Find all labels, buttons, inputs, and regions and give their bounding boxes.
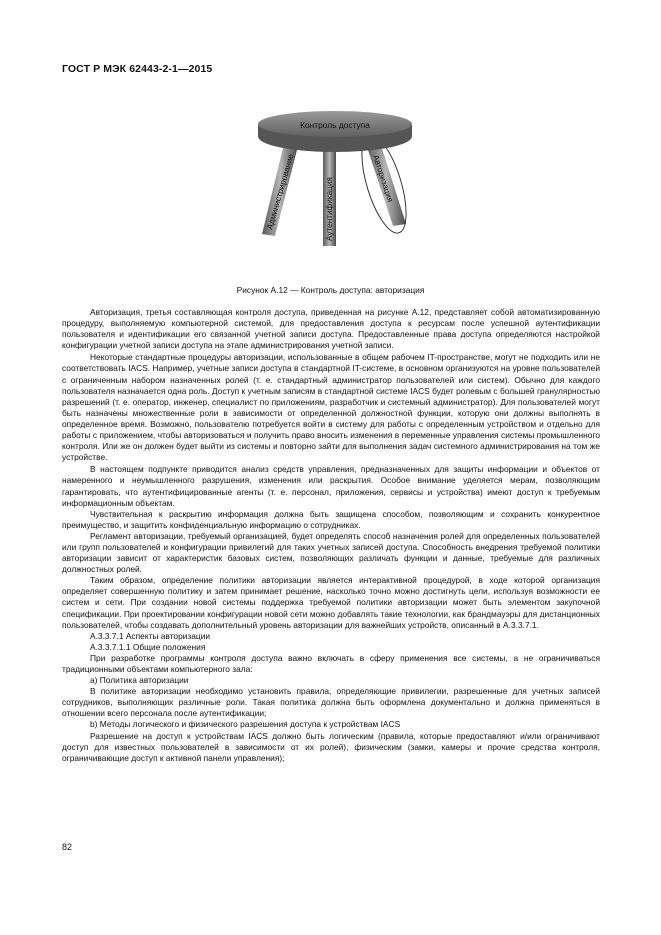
paragraph: Регламент авторизации, требуемый организацией, будет определять способ назначения ролей для определенных пользователей или групп пользователей и конфигурации привилегий для таких учетных записей доступа. Способность внедрения требуемой политики авторизации зависит от характеристик базовых систем, позволяющих различать функции и данные, требуемые для различных должностных ролей.: [62, 530, 600, 575]
section-heading: А.3.3.7.1.1 Общие положения: [90, 641, 206, 652]
page-number: 82: [62, 842, 73, 852]
paragraph: В настоящем подпункте приводится анализ средств управления, предназначенных для защиты информации и объектов от намеренного и неумышленного разрушения, изменения или раскрытия. Особое внимание уделяется мерам, позволяющим гарантировать, что аутентифицированные агенты (т. е. персонал, приложения, сервисы и устройства) имеют доступ к требуемым информационным объектам.: [62, 464, 600, 508]
paragraph: Некоторые стандартные процедуры авторизации, использованные в общем рабочем IT-пространстве, могут не подходить или не соответствовать IACS. Например, учетные записи доступа в стандартной IT-системе, в основном организуются на уровне пользователей с ограниченным набором назначенных ролей (т. е. стандартный администратор пользователей или систем). Обычно для каждого пользователя назначается одна роль. Доступ к учетным записям в стандартной системе IACS будет ролевым с большей гранулярностью разрешений (т. е. оператор, инженер, специалист по приложениям, разработчик и системный администратор). Для пользователей могут быть назначены множественные роли в зависимости от определенной должностной функции, которую они должны выполнять в определенное время. Возможно, пользователю потребуется войти в систему для работы с определенным устройством и отдельно для работы с приложением, чтобы авторизоваться и получить право вносить изменения в переменные управления системы промышленного контроля. Или же он должен будет выйти из системы и повторно зайти для выполнения задач системного администрирования на том же устройстве.: [62, 352, 600, 463]
stool-leg-right: [366, 142, 406, 226]
stool-illustration: [250, 108, 425, 258]
paragraph: Таким образом, определение политики авторизации является интерактивной процедурой, в ходе которой организация определяет совершенную политику и затем принимает решение, насколько точно можно достигнуть цели, используя возможности ее систем и сети. При создании новой системы поддержка требуемой политики авторизации может быть элементом закупочной спецификации. При проектировании конфигурации новой сети можно добавлять такие технологии, как брандмауэры для дистанционных пользователей, чтобы создавать дополнительный уровень авторизации для важнейших устройств, описанный в А.3.3.7.1.: [62, 575, 600, 630]
stool-leg-left: [262, 144, 298, 236]
paragraph: Чувствительная к раскрытию информация должна быть защищена способом, позволяющим и сохранить конкурентное преимущество, и защитить конфиденциальную информацию о сотрудниках.: [62, 508, 600, 530]
document-standard-header: ГОСТ Р МЭК 62443-2-1—2015: [62, 63, 213, 75]
paragraph: Разрешение на доступ к устройствам IACS должно быть логическим (правила, которые предоставляют и/или ограничивают доступ для известных пользователей в зависимости от их ролей), физическим (замки, камеры и прочие средства контроля, ограничивающие доступ к активной панели управления);: [62, 730, 600, 763]
main-text: [62, 307, 600, 764]
leg-label-authentication: Аутентификация: [325, 177, 334, 241]
figure-caption: Рисунок А.12 — Контроль доступа: авторизация: [236, 285, 425, 295]
leg-label-authorization: Авторизация: [371, 153, 395, 204]
paragraph: Авторизация, третья составляющая контроля доступа, приведенная на рисунке А.12, представляет собой автоматизированную процедуру, выполняемую компьютерной системой, для предоставления доступа к ресурсам после успешной аутентификации пользователя и идентификации его связанной учетной записи доступа. Предоставленные права доступа определяются настройкой конфигурации учетной записи доступа на этапе администрирования учетной записи.: [62, 307, 600, 351]
stool-seat: [258, 111, 412, 152]
list-item-heading: b) Методы логического и физического разрешения доступа к устройствам IACS: [90, 719, 401, 730]
stool-leg-middle: [323, 146, 336, 246]
paragraph: При разработке программы контроля доступа важно включать в сферу применения все системы, а не ограничиваться традиционными объектами компьютерного зала:: [62, 652, 600, 674]
paragraph: В политике авторизации необходимо установить правила, определяющие привилегии, разрешенные для учетных записей сотрудников, выполняющих различные роли. Такая политика должна быть оформлена документально и должна применяться в отношении всего персонала после аутентификации;: [62, 686, 600, 719]
access-control-stool-figure: [250, 108, 425, 258]
seat-label-access-control: Контроль доступа: [300, 120, 370, 130]
leg-label-administration: Администрирование: [265, 153, 296, 231]
section-heading: А.3.3.7.1 Аспекты авторизации: [90, 630, 211, 641]
list-item-heading: a) Политика авторизации: [90, 675, 189, 686]
